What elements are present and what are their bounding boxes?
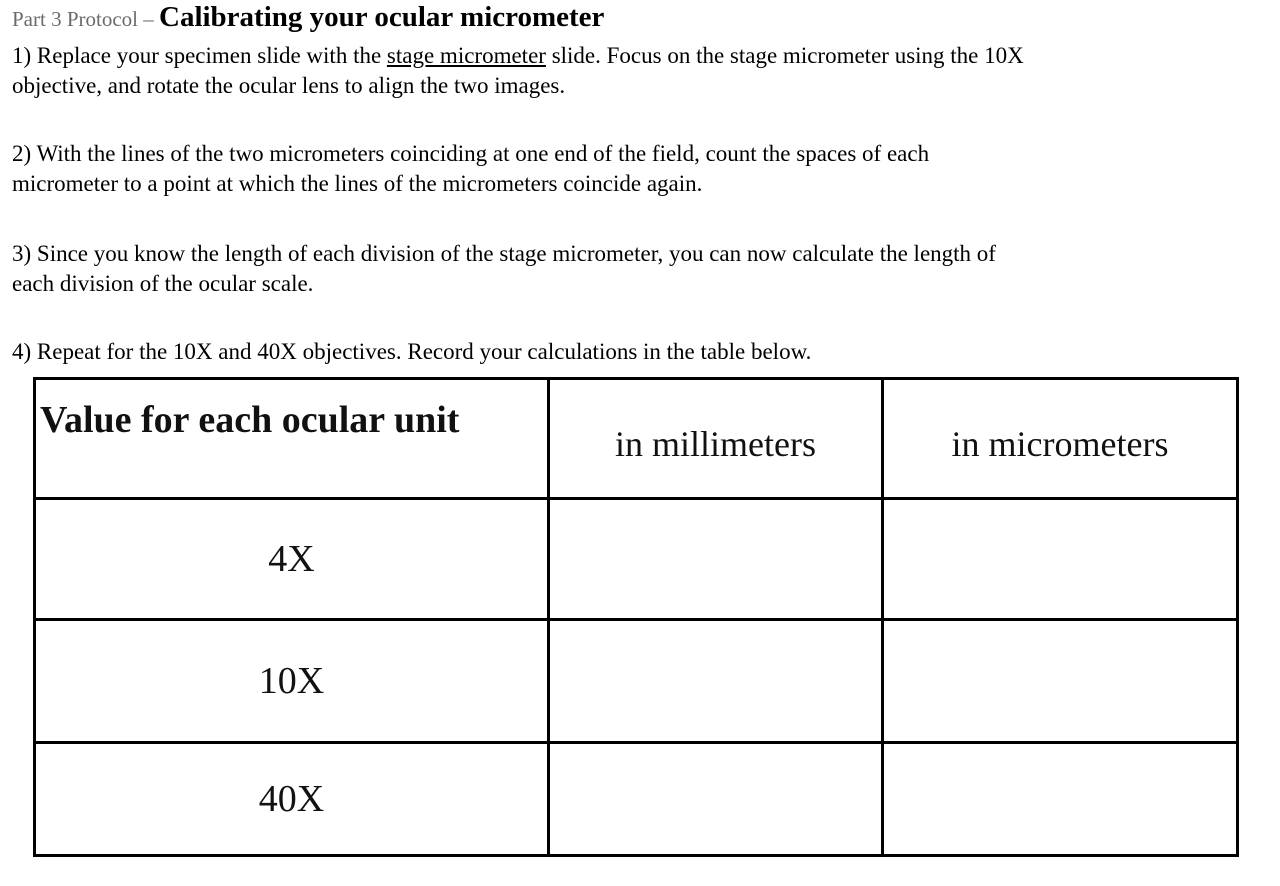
step-4 (12, 337, 1274, 367)
row-objective-label: 10X (258, 660, 325, 702)
table-border-right (1236, 377, 1239, 857)
row-objective-label: 4X (268, 538, 315, 580)
header-value-per-unit: Value for each ocular unit (40, 399, 460, 441)
page-title: Calibrating your ocular micrometer (159, 1, 605, 33)
step-4-line-1: 4) Repeat for the 10X and 40X objectives. Record your calculations in the table below. (12, 339, 812, 364)
cell-40x-millimeters[interactable] (550, 744, 881, 854)
header-micrometers: in micrometers (951, 424, 1169, 464)
step-1-line-2: objective, and rotate the ocular lens to align the two images. (12, 73, 566, 98)
step-2 (12, 139, 1274, 199)
cell-4x-micrometers[interactable] (884, 500, 1236, 618)
step-3-line-1: 3) Since you know the length of each division of the stage micrometer, you can now calculate the length of (12, 241, 996, 266)
cell-10x-millimeters[interactable] (550, 621, 881, 741)
cell-4x-millimeters[interactable] (550, 500, 881, 618)
header-millimeters: in millimeters (615, 424, 816, 464)
step-3 (12, 239, 1274, 299)
step-1-text-b: slide. Focus on the stage micrometer using the 10X (545, 43, 1024, 68)
cell-10x-micrometers[interactable] (884, 621, 1236, 741)
stage-micrometer-term: stage micrometer (386, 43, 546, 68)
step-2-line-1: 2) With the lines of the two micrometers coinciding at one end of the field, count the spaces of each (12, 141, 930, 166)
table-border-bottom (33, 854, 1239, 857)
step-1-text-a: 1) Replace your specimen slide with the (12, 43, 387, 68)
heading-prefix: Part 3 Protocol – (12, 7, 159, 31)
row-objective-label: 40X (258, 778, 325, 820)
page-heading (12, 0, 604, 39)
step-3-line-2: each division of the ocular scale. (12, 271, 314, 296)
step-1 (12, 41, 1274, 101)
calibration-table (33, 377, 1239, 857)
step-2-line-2: micrometer to a point at which the lines of the micrometers coincide again. (12, 171, 703, 196)
cell-40x-micrometers[interactable] (884, 744, 1236, 854)
step-1-line-1 (12, 41, 1274, 71)
